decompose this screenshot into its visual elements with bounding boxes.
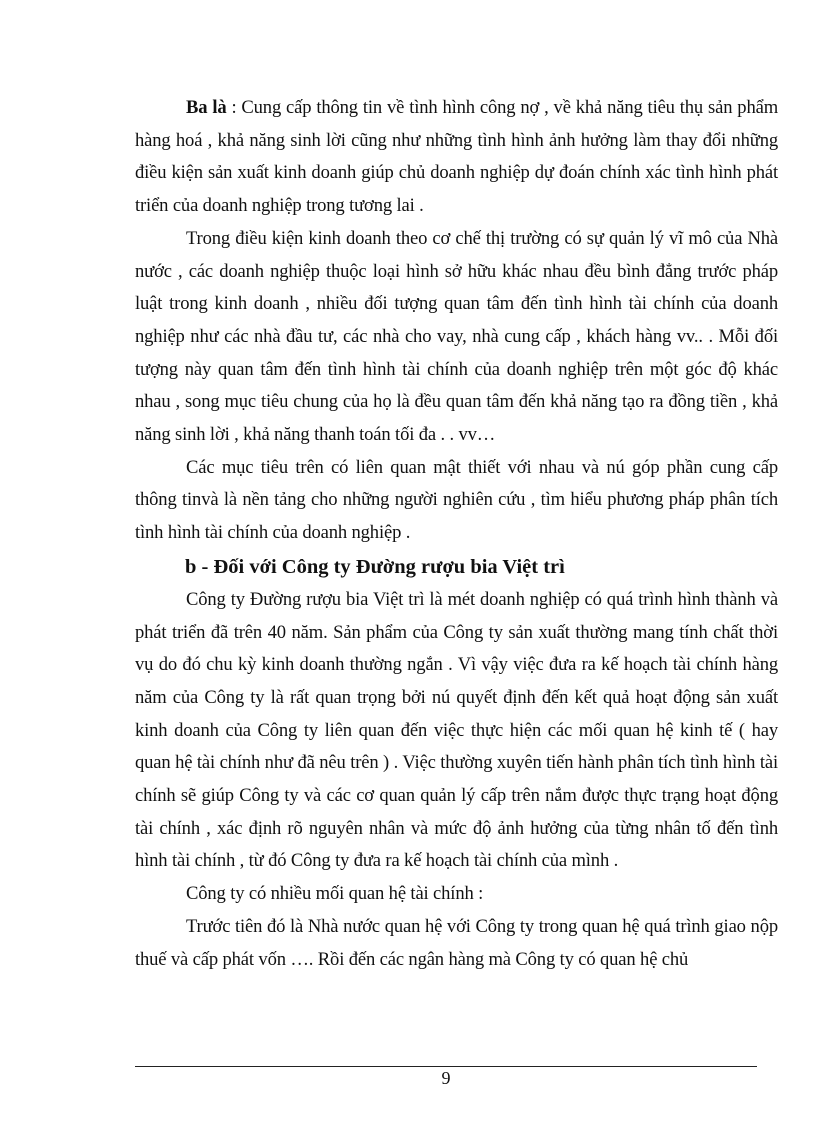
paragraph-ba-la (135, 92, 778, 223)
paragraph-lead-ba-la: Ba là (186, 97, 227, 118)
paragraph-state-relations: Trước tiên đó là Nhà nước quan hệ với Công ty trong quan hệ quá trình giao nộp thuế và cấp phát vốn …. Rồi đến các ngân hàng mà Công ty có quan hệ chủ (135, 915, 778, 970)
document-body (135, 92, 778, 976)
page-number: 9 (441, 1068, 451, 1088)
paragraph-market-conditions: Trong điều kiện kinh doanh theo cơ chế thị trường có sự quản lý vĩ mô của Nhà nước , các doanh nghiệp thuộc loại hình sở hữu khác nhau đều bình đẳng trước pháp luật trong kinh doanh , nhiều đối tượng quan tâm đến tình hình tài chính của doanh nghiệp như các nhà đầu tư, các nhà cho vay, nhà cung cấp , khách hàng vv.. . Mỗi đối tượng này quan tâm đến tình hình tài chính của doanh nghiệp trên một góc độ khác nhau , song mục tiêu chung của họ là đều quan tâm đến khả năng tạo ra đồng tiền , khả năng sinh lời , khả năng thanh toán tối đa . . vv… (135, 227, 778, 446)
paragraph-financial-relations: Công ty có nhiều mối quan hệ tài chính : (186, 883, 484, 905)
paragraph-ba-la-text: : Cung cấp thông tin về tình hình công nợ , về khả năng tiêu thụ sản phẩm hàng hoá , khả năng sinh lời cũng như những tình hình ảnh hưởng làm thay đổi những điều kiện sản xuất kinh doanh giúp chủ doanh nghiệp dự đoán chính xác tình hình phát triển của doanh nghiệp trong tương lai . (135, 97, 779, 217)
footer-divider (135, 1066, 757, 1067)
paragraph-objectives: Các mục tiêu trên có liên quan mật thiết với nhau và nú góp phần cung cấp thông tinvà là nền tảng cho những người nghiên cứu , tìm hiểu phương pháp phân tích tình hình tài chính của doanh nghiệp . (135, 456, 778, 544)
paragraph-company-overview: Công ty Đường rượu bia Việt trì là mét doanh nghiệp có quá trình hình thành và phát triển đã trên 40 năm. Sản phẩm của Công ty sản xuất thường mang tính chất thời vụ do đó chu kỳ kinh doanh thường ngắn . Vì vậy việc đưa ra kế hoạch tài chính hàng năm của Công ty là rất quan trọng bởi nú quyết định đến kết quả hoạt động sản xuất kinh doanh của Công ty liên quan đến việc thực hiện các mối quan hệ kinh tế ( hay quan hệ tài chính như đã nêu trên ) . Việc thường xuyên tiến hành phân tích tình hình tài chính sẽ giúp Công ty và các cơ quan quản lý cấp trên nắm được thực trạng hoạt động tài chính , xác định rõ nguyên nhân và mức độ ảnh hưởng của từng nhân tố đến tình hình tài chính , từ đó Công ty đưa ra kế hoạch tài chính của mình . (135, 588, 778, 872)
section-heading: b - Đối với Công ty Đường rượu bia Việt trì (185, 555, 565, 578)
